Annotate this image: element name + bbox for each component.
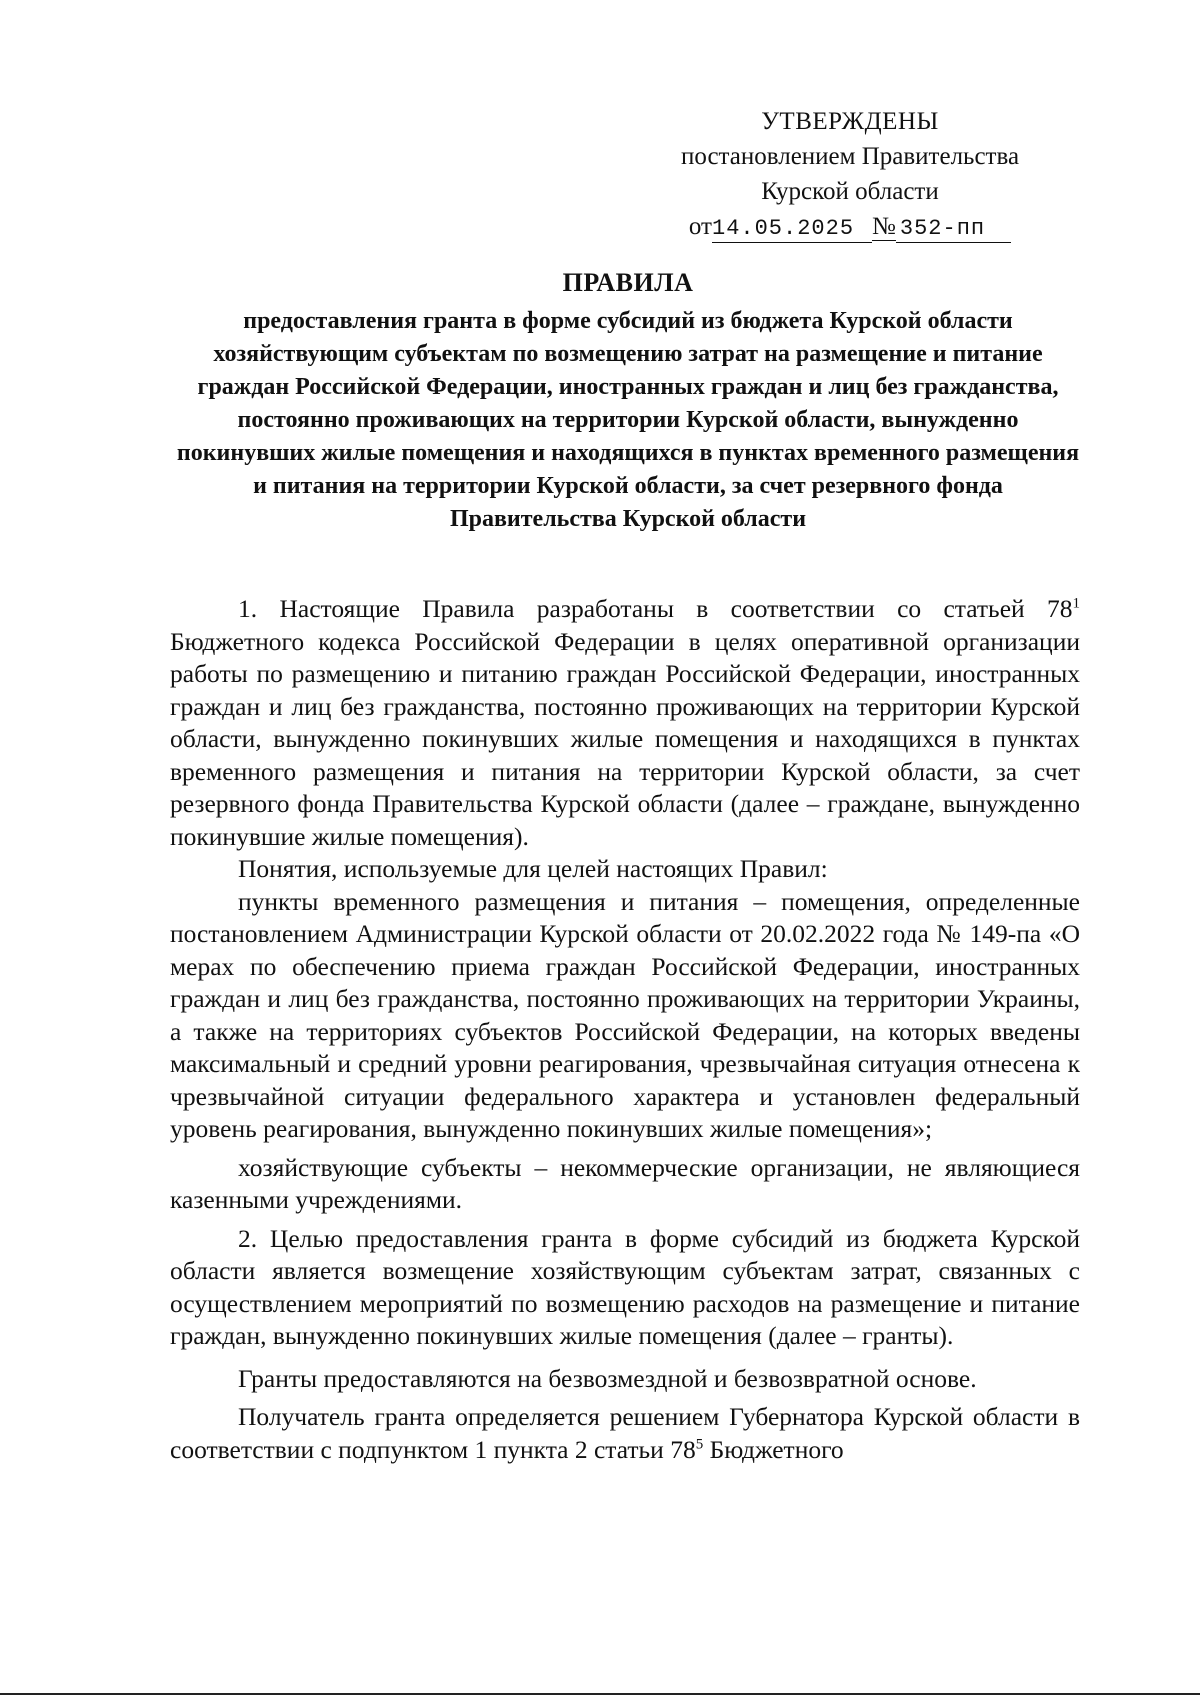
paragraph-5: 2. Целью предоставления гранта в форме субсидий из бюджета Курской области является возмещение хозяйствующим субъектам затрат, связанных с осуществлением мероприятий по возмещению расходов на размещение и питание граждан, вынужденно покинувших жилые помещения (далее – гранты). [170, 1223, 1080, 1350]
paragraph-1-rest: Бюджетного кодекса Российской Федерации в целях оперативной организации работы по размещению и питанию граждан Российской Федерации, иностранных граждан и лиц без гражданства, постоянно проживающих на территории Курской области, вынужденно покинувших жилые помещения и находящихся в пунктах временного размещения и питания на территории Курской области, за счет резервного фонда Правительства Курской области (далее – граждане, вынужденно покинувшие жилые помещения). [170, 626, 1080, 851]
paragraph-1 [170, 593, 1080, 853]
approval-line-2: Курской области [761, 178, 939, 205]
paragraph-3: пункты временного размещения и питания – помещения, определенные постановлением Администрации Курской области от 20.02.2022 года № 149-па «О мерах по обеспечению приема граждан Российской Федерации, иностранных граждан и лиц без гражданства, постоянно проживающих на территории Украины, а также на территориях субъектов Российской Федерации, на которых введены максимальный и средний уровни реагирования, чрезвычайная ситуация отнесена к чрезвычайной ситуации федерального характера и установлен федеральный уровень реагирования, вынужденно покинувших жилые помещения»; [170, 886, 1080, 1143]
paragraph-7-rest: Бюджетного [703, 1434, 844, 1464]
paragraph-7 [170, 1401, 1080, 1466]
approval-date: 14.05.2025 [712, 216, 872, 243]
approval-stamp-block [640, 104, 1060, 244]
paragraph-7-text: Получатель гранта определяется решением Губернатора Курской области в соответствии с подпунктом 1 пункта 2 статьи 78 [170, 1402, 1080, 1464]
paragraph-2: Понятия, используемые для целей настоящих Правил: [238, 854, 828, 883]
document-title [168, 266, 1088, 536]
number-sign: № [872, 213, 896, 240]
document-body [170, 593, 1080, 1466]
title-subtitle: предоставления гранта в форме субсидий из бюджета Курской области хозяйствующим субъектам по возмещению затрат на размещение и питание граждан Российской Федерации, иностранных граждан и лиц без гражданства, постоянно проживающих на территории Курской области, вынужденно покинувших жилые помещения и находящихся в пунктах временного размещения и питания на территории Курской области, за счет резервного фонда Правительства Курской области [176, 308, 1080, 532]
date-prefix: от [688, 213, 712, 240]
approval-date-line [640, 209, 1060, 244]
paragraph-1-text: 1. Настоящие Правила разработаны в соответствии со статьей 78 [238, 594, 1073, 623]
approval-line-1: постановлением Правительства [680, 143, 1020, 170]
scan-edge-line [0, 1693, 1200, 1695]
superscript-1: 1 [1072, 595, 1080, 612]
superscript-5: 5 [695, 1436, 704, 1452]
approval-number: 352-пп [896, 216, 1011, 243]
paragraph-4: хозяйствующие субъекты – некоммерческие организации, не являющиеся казенными учреждениями. [170, 1152, 1080, 1214]
title-heading: ПРАВИЛА [562, 268, 694, 297]
approval-title: УТВЕРЖДЕНЫ [761, 108, 939, 135]
paragraph-6: Гранты предоставляются на безвозмездной и безвозвратной основе. [238, 1363, 977, 1393]
